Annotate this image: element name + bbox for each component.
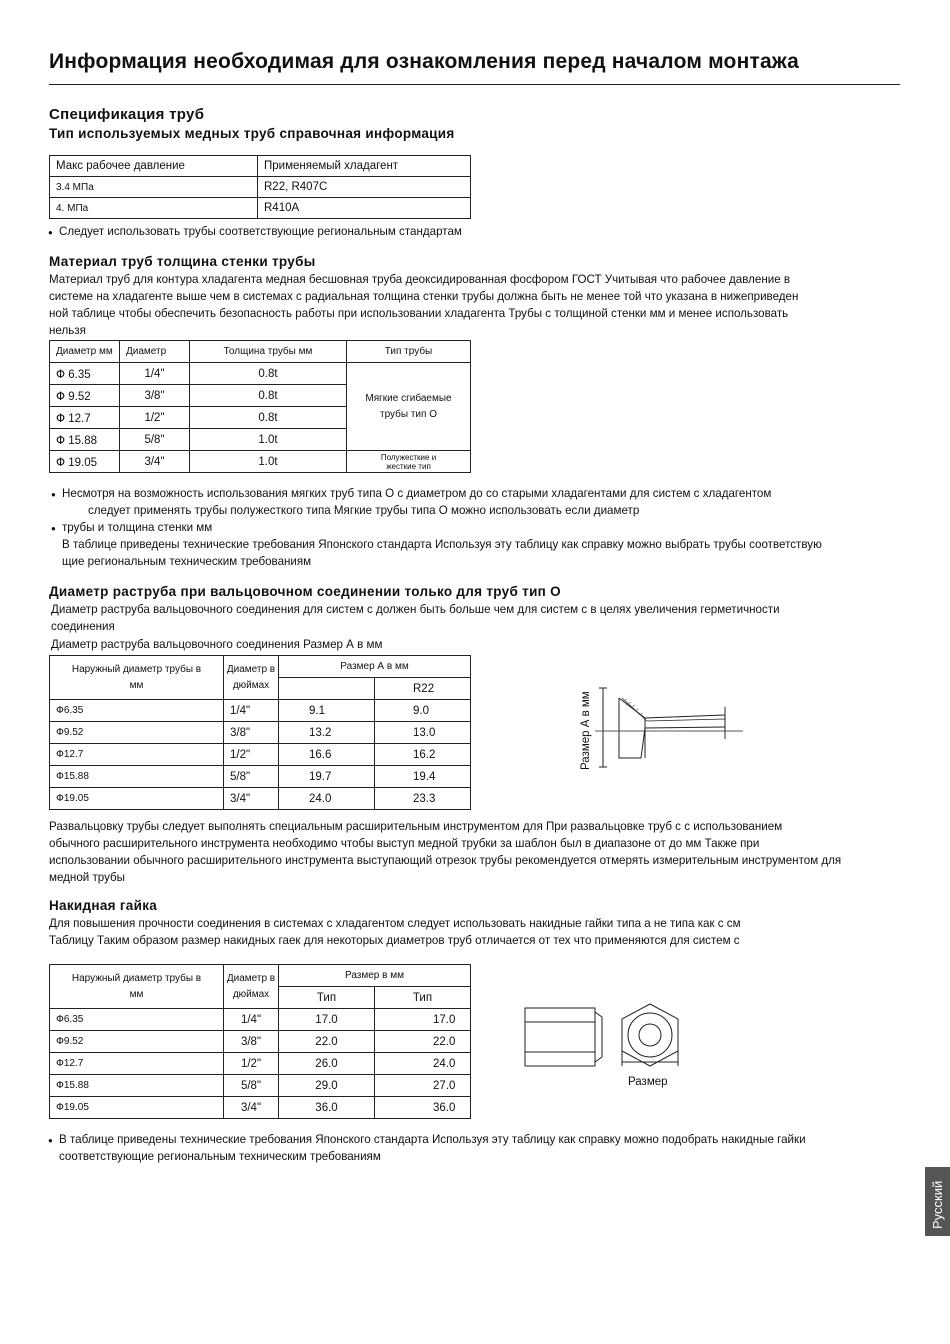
diameter-mm: 9.52 <box>68 390 91 403</box>
type-hard-cell <box>347 451 471 473</box>
diameter-mm: 12.7 <box>63 749 84 760</box>
table-cell: 0.8t <box>190 407 347 429</box>
flare-nut-diagram <box>520 1002 690 1072</box>
table-cell: 1/2" <box>224 744 279 766</box>
table-cell: 24.0 <box>375 1053 471 1075</box>
type-soft-line: Мягкие сгибаемые <box>365 392 452 404</box>
table-row <box>50 156 471 177</box>
material-note: щие региональным техническим требованиям <box>62 555 312 568</box>
paragraph-line: Таблицу Таким образом размер накидных гаек для некоторых диаметров труб отличается от тех что применяются для систем с <box>49 934 740 947</box>
table-cell: 3/8" <box>224 722 279 744</box>
page-title: Информация необходимая для ознакомления перед началом монтажа <box>49 50 800 73</box>
paragraph-line: нельзя <box>49 324 86 337</box>
header-cell: Применяемый хладагент <box>258 156 471 177</box>
table-cell: 3/4" <box>224 788 279 810</box>
header-cell: Макс рабочее давление <box>50 156 258 177</box>
header-cell: Диаметр мм <box>50 341 120 363</box>
table-cell: 36.0 <box>375 1097 471 1119</box>
diameter-mm: 15.88 <box>68 434 98 447</box>
table-row <box>50 744 471 766</box>
table-cell: 22.0 <box>279 1031 375 1053</box>
material-note: следует применять трубы полужесткого типа Мягкие трубы типа О можно использовать если диаметр <box>88 504 640 517</box>
spec-note: ● Следует использовать трубы соответствующие региональным стандартам <box>59 223 462 240</box>
language-tab <box>925 1167 950 1236</box>
table-cell <box>50 1075 224 1097</box>
flare-heading: Диаметр раструба при вальцовочном соединении только для труб тип О <box>49 584 561 599</box>
diameter-mm: 15.88 <box>63 1080 89 1091</box>
table-row <box>50 198 471 219</box>
diameter-mm: 12.7 <box>68 412 91 425</box>
table-cell: 17.0 <box>375 1009 471 1031</box>
phi-symbol: Φ <box>56 1080 64 1091</box>
phi-symbol: Φ <box>56 1014 64 1025</box>
table-row <box>50 656 471 678</box>
table-row <box>50 341 471 363</box>
table-row <box>50 1031 471 1053</box>
table-cell: 3.4 МПа <box>50 177 258 198</box>
phi-symbol: Φ <box>56 410 66 425</box>
phi-symbol: Φ <box>56 1058 64 1069</box>
header-cell: Наружный диаметр трубы в мм <box>50 656 224 700</box>
table-cell: 24.0 <box>279 788 375 810</box>
diameter-mm: 19.05 <box>63 793 89 804</box>
table-cell <box>50 1053 224 1075</box>
type-hard-line: Полужесткие и <box>380 452 437 462</box>
diameter-mm: 9.52 <box>63 727 84 738</box>
table-row <box>50 722 471 744</box>
phi-symbol: Φ <box>56 388 66 403</box>
table-cell: 22.0 <box>375 1031 471 1053</box>
paragraph-line: системе на хладагенте выше чем в системах с радиальная толщина стенки трубы должна быть не менее той что указана в нижеприведен <box>49 290 799 303</box>
table-cell: 13.2 <box>279 722 375 744</box>
paragraph-line: соединения <box>51 620 115 633</box>
nut-heading: Накидная гайка <box>49 898 158 913</box>
table-cell: 1/2" <box>224 1053 279 1075</box>
table-cell: 3/4" <box>224 1097 279 1119</box>
table-cell <box>50 1031 224 1053</box>
paragraph-line: ной таблице чтобы обеспечить безопасность работы при использовании хладагента Трубы с толщиной стенки мм и менее использовать <box>49 307 789 320</box>
table-cell: 1/2" <box>120 407 190 429</box>
table-row <box>50 1097 471 1119</box>
phi-symbol: Φ <box>56 366 66 381</box>
header-cell: R22 <box>375 678 471 700</box>
table-cell: 1/4" <box>120 363 190 385</box>
table-cell: 3/8" <box>120 385 190 407</box>
table-cell: 17.0 <box>279 1009 375 1031</box>
table-row <box>50 700 471 722</box>
table-cell <box>50 766 224 788</box>
table-cell <box>50 788 224 810</box>
table-cell: 19.4 <box>375 766 471 788</box>
flare-diagram <box>575 682 750 777</box>
table-cell: 5/8" <box>224 1075 279 1097</box>
language-tab-label: Русский <box>930 1180 945 1229</box>
type-soft-cell <box>347 363 471 451</box>
table-cell: 5/8" <box>224 766 279 788</box>
diameter-mm: 6.35 <box>68 368 91 381</box>
table-cell <box>50 429 120 451</box>
table-cell: 1.0t <box>190 451 347 473</box>
table-cell <box>50 1009 224 1031</box>
table-cell: R22, R407C <box>258 177 471 198</box>
table-cell <box>50 1097 224 1119</box>
paragraph-line: использовании обычного расширительного инструмента выступающий отрезок трубы рекомендуется отмерять измерительным инструментом для <box>49 854 842 867</box>
table-cell: 16.2 <box>375 744 471 766</box>
nut-note: ● В таблице приведены технические требования Японского стандарта Используя эту таблицу как справку можно подобрать накидные гайки <box>59 1131 806 1148</box>
nut-figure-label: Размер <box>628 1076 668 1088</box>
table-cell: 19.7 <box>279 766 375 788</box>
spec-subheading: Тип используемых медных труб справочная информация <box>49 126 455 141</box>
paragraph-line: Материал труб для контура хладагента медная бесшовная труба деоксидированная фосфором ГОСТ Учитывая что рабочее давление в <box>49 273 791 286</box>
paragraph-line: медной трубы <box>49 871 126 884</box>
header-cell: Диаметр в дюймах <box>224 656 279 700</box>
phi-symbol: Φ <box>56 1036 64 1047</box>
spec-heading: Спецификация труб <box>49 106 205 123</box>
table-row <box>50 451 471 473</box>
table-cell: 4. МПа <box>50 198 258 219</box>
nut-note: соответствующие региональным техническим требованиям <box>59 1150 381 1163</box>
table-row <box>50 965 471 987</box>
diameter-mm: 19.05 <box>63 1102 89 1113</box>
table-cell: 1/4" <box>224 700 279 722</box>
table-cell <box>50 744 224 766</box>
table-row <box>50 1009 471 1031</box>
paragraph-line: Для повышения прочности соединения в системах с хладагентом следует использовать накидные гайки типа а не типа как с см <box>49 917 741 930</box>
table-cell: 23.3 <box>375 788 471 810</box>
table-cell: 3/4" <box>120 451 190 473</box>
diameter-mm: 6.35 <box>63 1014 84 1025</box>
table-row <box>50 1053 471 1075</box>
header-cell: Размер в мм <box>279 965 471 987</box>
table-cell <box>50 407 120 429</box>
thickness-table <box>49 340 471 473</box>
table-cell <box>50 700 224 722</box>
paragraph-line: обычного расширительного инструмента необходимо чтобы выступ медной трубки за шаблон был в диапазоне от до мм Также при <box>49 837 760 850</box>
table-cell: 3/8" <box>224 1031 279 1053</box>
table-cell: 27.0 <box>375 1075 471 1097</box>
table-row <box>50 363 471 385</box>
header-cell: Тип трубы <box>347 341 471 363</box>
paragraph-line: Развальцовку трубы следует выполнять специальным расширительным инструментом для При развальцовке труб с с использованием <box>49 820 783 833</box>
paragraph-line: Диаметр раструба вальцовочного соединения Размер А в мм <box>51 638 383 651</box>
table-cell: 9.1 <box>279 700 375 722</box>
header-cell: Диаметр <box>120 341 190 363</box>
table-cell: 16.6 <box>279 744 375 766</box>
table-cell: 0.8t <box>190 363 347 385</box>
title-divider <box>49 84 900 85</box>
phi-symbol: Φ <box>56 705 64 716</box>
phi-symbol: Φ <box>56 432 66 447</box>
diameter-mm: 19.05 <box>68 456 98 469</box>
header-cell: Тип <box>279 987 375 1009</box>
diameter-mm: 12.7 <box>63 1058 84 1069</box>
flare-table <box>49 655 471 810</box>
table-cell: 5/8" <box>120 429 190 451</box>
table-cell <box>50 722 224 744</box>
table-cell: 0.8t <box>190 385 347 407</box>
table-cell <box>50 385 120 407</box>
header-cell <box>279 678 375 700</box>
material-note: ● трубы и толщина стенки мм <box>62 519 212 536</box>
header-cell: Размер А в мм <box>279 656 471 678</box>
phi-symbol: Φ <box>56 771 64 782</box>
table-row <box>50 788 471 810</box>
phi-symbol: Φ <box>56 793 64 804</box>
header-cell: Наружный диаметр трубы в мм <box>50 965 224 1009</box>
table-cell: 13.0 <box>375 722 471 744</box>
diameter-mm: 15.88 <box>63 771 89 782</box>
table-row <box>50 177 471 198</box>
table-cell: 1.0t <box>190 429 347 451</box>
nut-table <box>49 964 471 1119</box>
type-hard-line: жесткие тип <box>386 461 431 471</box>
table-cell: 36.0 <box>279 1097 375 1119</box>
material-note: ● Несмотря на возможность использования мягких труб типа О с диаметром до со старыми хладагентами для систем с хладагентом <box>62 485 771 502</box>
phi-symbol: Φ <box>56 454 66 469</box>
paragraph-line: Диаметр раструба вальцовочного соединения для систем с должен быть больше чем для систем с в целях увеличения герметичности <box>51 603 780 616</box>
header-cell: Тип <box>375 987 471 1009</box>
phi-symbol: Φ <box>56 1102 64 1113</box>
phi-symbol: Φ <box>56 727 64 738</box>
type-soft-line: трубы тип О <box>380 408 437 420</box>
phi-symbol: Φ <box>56 749 64 760</box>
table-cell: R410A <box>258 198 471 219</box>
material-note: В таблице приведены технические требования Японского стандарта Используя эту таблицу как справку можно выбрать трубы соответствую <box>62 538 822 551</box>
diameter-mm: 9.52 <box>63 1036 84 1047</box>
table-row <box>50 766 471 788</box>
table-cell <box>50 451 120 473</box>
header-cell: Толщина трубы мм <box>190 341 347 363</box>
table-row <box>50 1075 471 1097</box>
material-heading: Материал труб толщина стенки трубы <box>49 254 316 269</box>
table-cell: 9.0 <box>375 700 471 722</box>
table-cell: 1/4" <box>224 1009 279 1031</box>
header-cell: Диаметр в дюймах <box>224 965 279 1009</box>
diameter-mm: 6.35 <box>63 705 84 716</box>
table-cell: 29.0 <box>279 1075 375 1097</box>
table-cell <box>50 363 120 385</box>
table-cell: 26.0 <box>279 1053 375 1075</box>
pressure-table <box>49 155 471 219</box>
flare-figure-label: Размер А в мм <box>580 691 592 770</box>
